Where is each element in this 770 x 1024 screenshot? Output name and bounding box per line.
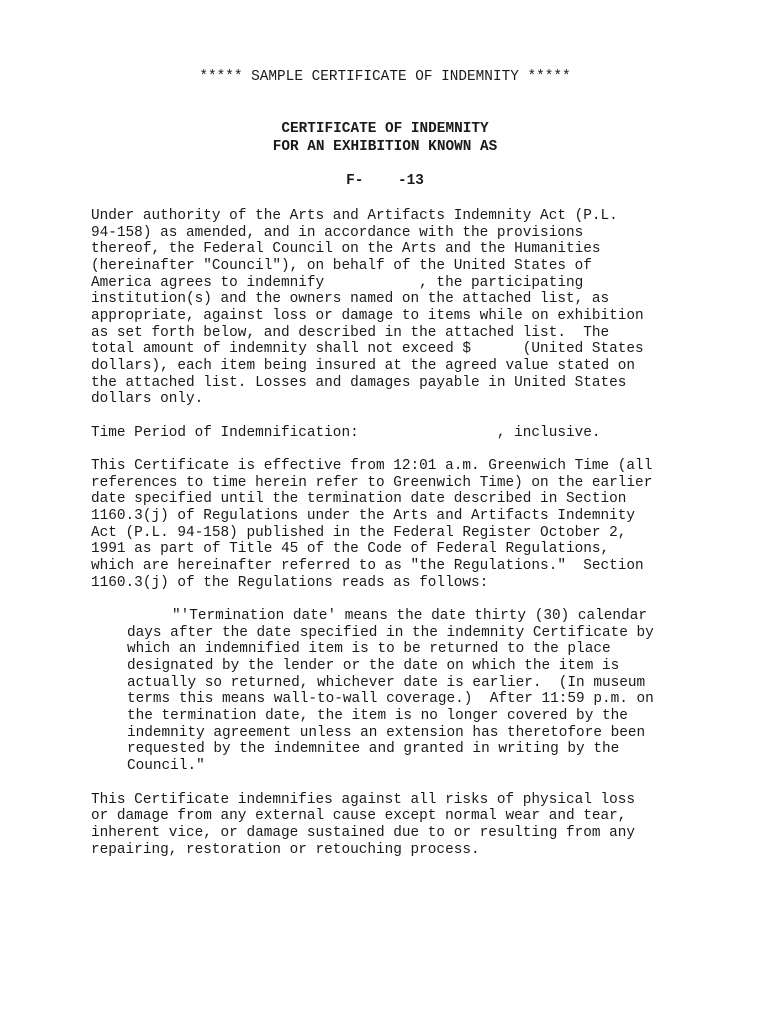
quote-line: "'Termination date' means the date thirty (30) calendar [172,608,647,624]
time-period-line: Time Period of Indemnification: , inclusive. [91,425,601,441]
sample-header: ***** SAMPLE CERTIFICATE OF INDEMNITY ***** [199,69,571,85]
paragraph-line: as set forth below, and described in the attached list. The [91,325,610,341]
paragraph-line: (hereinafter "Council"), on behalf of the United States of [91,258,592,274]
paragraph-line: which are hereinafter referred to as "the Regulations." Section [91,558,644,574]
quote-line: Council." [127,758,205,774]
paragraph-line: 1160.3(j) of Regulations under the Arts and Artifacts Indemnity [91,508,636,524]
paragraph-line: dollars only. [91,391,204,407]
paragraph-line: appropriate, against loss or damage to items while on exhibition [91,308,644,324]
paragraph-line: references to time herein refer to Greenwich Time) on the earlier [91,475,653,491]
paragraph-line: repairing, restoration or retouching process. [91,842,480,858]
paragraph-line: This Certificate indemnifies against all risks of physical loss [91,792,636,808]
paragraph-line: 1991 as part of Title 45 of the Code of Federal Regulations, [91,541,610,557]
paragraph-line: Under authority of the Arts and Artifacts Indemnity Act (P.L. [91,208,618,224]
quote-line: which an indemnified item is to be returned to the place [127,641,611,657]
paragraph-line: date specified until the termination date described in Section [91,491,627,507]
quote-line: indemnity agreement unless an extension has theretofore been [127,725,646,741]
paragraph-line: America agrees to indemnify , the participating [91,275,584,291]
quote-line: requested by the indemnitee and granted in writing by the [127,741,620,757]
paragraph-line: 94-158) as amended, and in accordance with the provisions [91,225,584,241]
quote-line: the termination date, the item is no longer covered by the [127,708,628,724]
quote-line: terms this means wall-to-wall coverage.) After 11:59 p.m. on [127,691,654,707]
paragraph-line: total amount of indemnity shall not exceed $ (United States [91,341,644,357]
quote-line: designated by the lender or the date on which the item is [127,658,620,674]
certificate-number: F- -13 [346,173,424,189]
paragraph-line: This Certificate is effective from 12:01 a.m. Greenwich Time (all [91,458,653,474]
paragraph-line: Act (P.L. 94-158) published in the Federal Register October 2, [91,525,627,541]
quote-line: actually so returned, whichever date is earlier. (In museum [127,675,646,691]
title-line-2: FOR AN EXHIBITION KNOWN AS [272,139,498,155]
paragraph-line: or damage from any external cause except normal wear and tear, [91,808,627,824]
paragraph-line: inherent vice, or damage sustained due to or resulting from any [91,825,636,841]
quote-line: days after the date specified in the indemnity Certificate by [127,625,654,641]
paragraph-line: dollars), each item being insured at the agreed value stated on [91,358,636,374]
paragraph-line: the attached list. Losses and damages payable in United States [91,375,627,391]
paragraph-line: 1160.3(j) of the Regulations reads as follows: [91,575,489,591]
paragraph-line: institution(s) and the owners named on the attached list, as [91,291,610,307]
title-line-1: CERTIFICATE OF INDEMNITY [281,121,489,137]
paragraph-line: thereof, the Federal Council on the Arts and the Humanities [91,241,601,257]
